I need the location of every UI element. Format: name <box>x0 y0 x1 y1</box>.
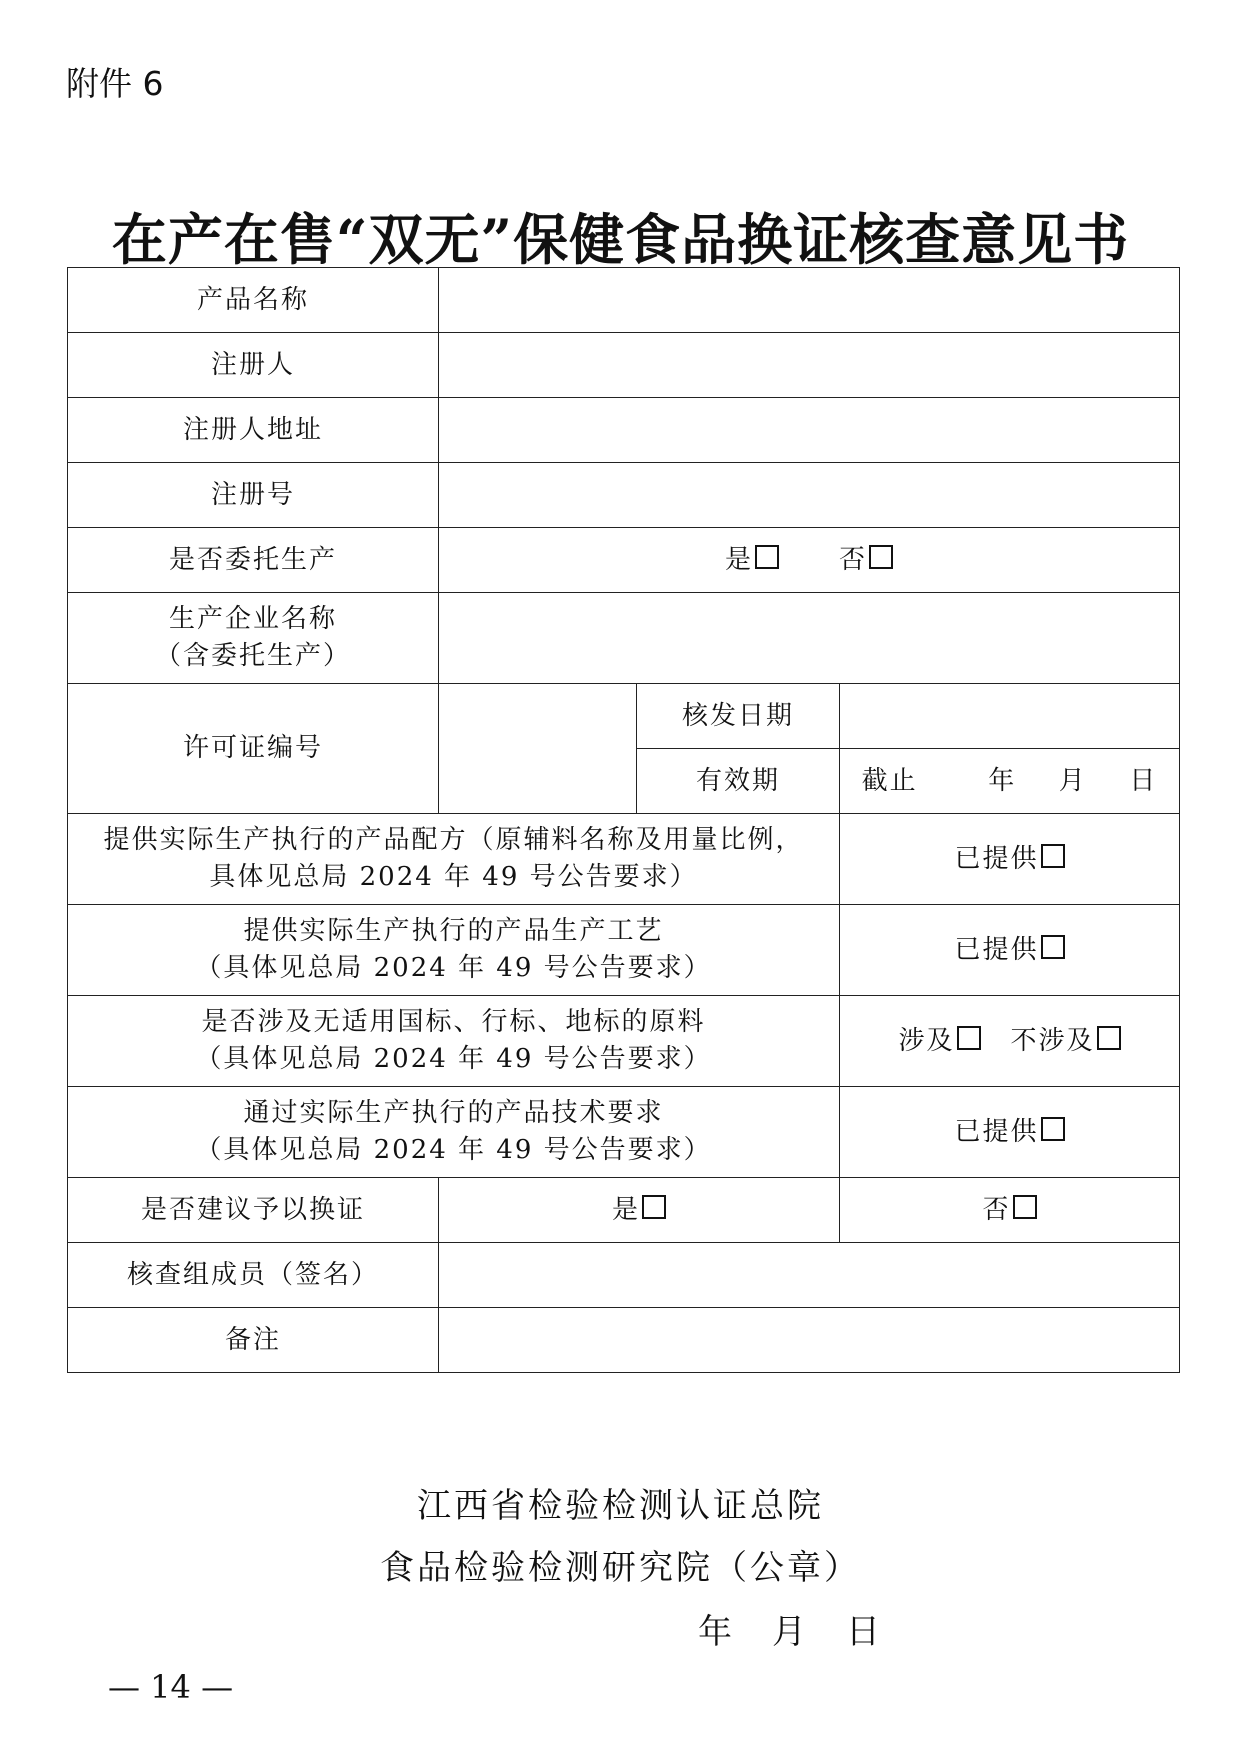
label-registration-no: 注册号 <box>68 463 439 528</box>
entrusted-yes-label: 是 <box>724 544 753 575</box>
formula-provided-checkbox[interactable] <box>1041 844 1065 868</box>
row-entrusted <box>68 528 1180 593</box>
label-standard-line1: 是否涉及无适用国标、行标、地标的原料 <box>201 1007 706 1038</box>
row-license-issue <box>68 684 1180 749</box>
label-formula-line1: 提供实际生产执行的产品配方（原辅料名称及用量比例， <box>103 825 804 856</box>
label-registrant: 注册人 <box>68 333 439 398</box>
field-formula <box>840 814 1180 905</box>
field-entrusted <box>439 528 1180 593</box>
tech-provided-label: 已提供 <box>954 1116 1039 1147</box>
entrusted-no-checkbox[interactable] <box>869 545 893 569</box>
entrusted-no-label: 否 <box>839 544 868 575</box>
label-formula-line2: 具体见总局 2024 年 49 号公告要求） <box>209 862 698 892</box>
field-license-no[interactable] <box>439 684 637 814</box>
recommend-yes-label: 是 <box>611 1194 640 1225</box>
row-product-name <box>68 268 1180 333</box>
validity-year: 年 <box>988 765 1017 796</box>
row-members <box>68 1243 1180 1308</box>
row-registration-no <box>68 463 1180 528</box>
label-recommend: 是否建议予以换证 <box>68 1178 439 1243</box>
label-license-no: 许可证编号 <box>68 684 439 814</box>
recommend-yes-checkbox[interactable] <box>642 1195 666 1219</box>
field-recommend-yes <box>439 1178 840 1243</box>
row-recommend <box>68 1178 1180 1243</box>
label-process-line1: 提供实际生产执行的产品生产工艺 <box>243 916 664 947</box>
field-remarks[interactable] <box>439 1308 1180 1373</box>
label-entrusted: 是否委托生产 <box>68 528 439 593</box>
field-registration-no[interactable] <box>439 463 1180 528</box>
standard-not-involved-checkbox[interactable] <box>1097 1026 1121 1050</box>
label-members: 核查组成员（签名） <box>68 1243 439 1308</box>
label-standard <box>68 996 840 1087</box>
label-tech-line2: （具体见总局 2024 年 49 号公告要求） <box>195 1135 712 1165</box>
label-registrant-address: 注册人地址 <box>68 398 439 463</box>
label-remarks: 备注 <box>68 1308 439 1373</box>
label-standard-line2: （具体见总局 2024 年 49 号公告要求） <box>195 1044 712 1074</box>
row-tech <box>68 1087 1180 1178</box>
row-process <box>68 905 1180 996</box>
validity-month: 月 <box>1058 765 1087 796</box>
field-registrant[interactable] <box>439 333 1180 398</box>
label-product-name: 产品名称 <box>68 268 439 333</box>
field-issue-date[interactable] <box>840 684 1180 749</box>
signature-date: 年 月 日 <box>698 1612 883 1652</box>
field-validity[interactable] <box>840 749 1180 814</box>
label-formula <box>68 814 840 905</box>
field-recommend-no <box>840 1178 1180 1243</box>
field-process <box>840 905 1180 996</box>
document-title: 在产在售“双无”保健食品换证核查意见书 <box>111 207 1130 272</box>
validity-day: 日 <box>1129 765 1158 796</box>
formula-provided-label: 已提供 <box>954 843 1039 874</box>
label-producer-line1: 生产企业名称 <box>168 604 337 635</box>
standard-involved-checkbox[interactable] <box>957 1026 981 1050</box>
recommend-no-label: 否 <box>982 1194 1011 1225</box>
field-product-name[interactable] <box>439 268 1180 333</box>
label-tech <box>68 1087 840 1178</box>
field-registrant-address[interactable] <box>439 398 1180 463</box>
validity-until: 截止 <box>861 765 918 796</box>
row-registrant-address <box>68 398 1180 463</box>
row-producer <box>68 593 1180 684</box>
row-formula <box>68 814 1180 905</box>
label-producer <box>68 593 439 684</box>
field-tech <box>840 1087 1180 1178</box>
row-standard <box>68 996 1180 1087</box>
tech-provided-checkbox[interactable] <box>1041 1117 1065 1141</box>
row-registrant <box>68 333 1180 398</box>
field-standard <box>840 996 1180 1087</box>
attachment-label: 附件 6 <box>66 64 164 103</box>
process-provided-label: 已提供 <box>954 934 1039 965</box>
label-process <box>68 905 840 996</box>
row-remarks <box>68 1308 1180 1373</box>
recommend-no-checkbox[interactable] <box>1013 1195 1037 1219</box>
inspection-form-table <box>67 267 1180 1373</box>
field-producer[interactable] <box>439 593 1180 684</box>
entrusted-yes-checkbox[interactable] <box>755 545 779 569</box>
label-issue-date: 核发日期 <box>637 684 840 749</box>
label-validity: 有效期 <box>637 749 840 814</box>
process-provided-checkbox[interactable] <box>1041 935 1065 959</box>
label-process-line2: （具体见总局 2024 年 49 号公告要求） <box>195 953 712 983</box>
standard-not-involved-label: 不涉及 <box>1010 1025 1095 1056</box>
signature-org1: 江西省检验检测认证总院 <box>417 1486 824 1526</box>
field-members[interactable] <box>439 1243 1180 1308</box>
signature-org2: 食品检验检测研究院（公章） <box>380 1548 861 1588</box>
page-number: — 14 — <box>108 1668 234 1706</box>
label-producer-line2: （含委托生产） <box>154 641 351 671</box>
standard-involved-label: 涉及 <box>898 1025 955 1056</box>
label-tech-line1: 通过实际生产执行的产品技术要求 <box>243 1098 664 1129</box>
